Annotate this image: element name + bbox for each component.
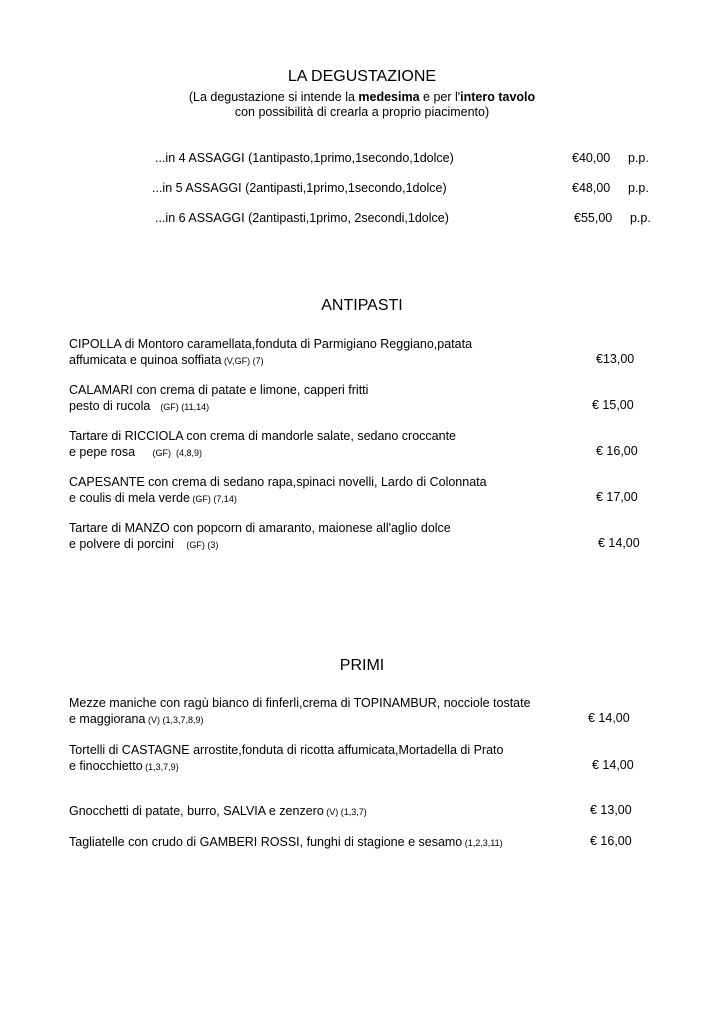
item-description: e maggiorana [69, 712, 146, 726]
antipasto-price: € 14,00 [598, 536, 640, 550]
tasting-price-5: €48,00 [572, 181, 611, 195]
antipasto-price: € 16,00 [596, 444, 638, 458]
primo-item [69, 834, 503, 851]
item-description-line2 [69, 490, 487, 507]
primo-item [69, 742, 503, 775]
item-allergens: (GF) (3) [173, 540, 219, 550]
item-description-line2 [69, 398, 368, 415]
tasting-unit-4: p.p. [628, 151, 649, 165]
item-description: CALAMARI con crema di patate e limone, capperi fritti [69, 383, 369, 397]
intro-bold-intero-tavolo: intero tavolo [460, 90, 536, 104]
item-description: e finocchietto [69, 759, 143, 773]
antipasto-item [69, 474, 487, 507]
item-description: CAPESANTE con crema di sedano rapa,spinaci novelli, Lardo di Colonnata [69, 475, 487, 489]
primo-price: € 14,00 [588, 711, 630, 725]
item-description: Gnocchetti di patate, burro, SALVIA e zenzero [69, 804, 324, 818]
item-description-line2 [69, 758, 503, 775]
item-description: pesto di rucola [69, 399, 151, 413]
item-allergens: (GF) (7,14) [189, 494, 237, 504]
item-description: Tartare di RICCIOLA con crema di mandorle salate, sedano croccante [69, 429, 456, 443]
item-description: e coulis di mela verde [69, 491, 190, 505]
antipasto-item [69, 428, 456, 461]
item-allergens: (GF) (4,8,9) [135, 448, 203, 458]
item-allergens: (1,3,7,9) [142, 762, 179, 772]
primo-price: € 13,00 [590, 803, 632, 817]
antipasto-price: €13,00 [596, 352, 635, 366]
degustazione-intro-line2: con possibilità di crearla a proprio piacimento) [234, 105, 490, 119]
item-description: Tartare di MANZO con popcorn di amaranto, maionese all'aglio dolce [69, 521, 451, 535]
tasting-price-4: €40,00 [572, 151, 611, 165]
item-description: Tortelli di CASTAGNE arrostite,fonduta di ricotta affumicata,Mortadella di Prato [69, 743, 504, 757]
degustazione-intro-line1 [0, 89, 724, 105]
item-description: e polvere di porcini [69, 537, 174, 551]
antipasto-price: € 15,00 [592, 398, 634, 412]
item-allergens: (V) (1,3,7,8,9) [145, 715, 204, 725]
intro-text: e per l' [419, 90, 461, 104]
item-description-line2 [69, 711, 531, 728]
item-description: affumicata e quinoa soffiata [69, 353, 222, 367]
intro-text: (La degustazione si intende la [188, 90, 359, 104]
primi-title: PRIMI [339, 657, 385, 674]
item-description-line2 [69, 444, 456, 461]
tasting-price-6: €55,00 [574, 211, 613, 225]
antipasto-price: € 17,00 [596, 490, 638, 504]
primo-price: € 14,00 [592, 758, 634, 772]
item-description-line2 [69, 352, 472, 369]
item-description: Mezze maniche con ragù bianco di finferli,crema di TOPINAMBUR, nocciole tostate [69, 696, 531, 710]
tasting-unit-5: p.p. [628, 181, 649, 195]
intro-bold-medesima: medesima [358, 90, 420, 104]
item-allergens: (1,2,3,11) [462, 838, 503, 848]
degustazione-title: LA DEGUSTAZIONE [287, 68, 437, 85]
primo-item [69, 695, 531, 728]
tasting-option-5: ...in 5 ASSAGGI (2antipasti,1primo,1secondo,1dolce) [152, 181, 447, 195]
tasting-option-6: ...in 6 ASSAGGI (2antipasti,1primo, 2secondi,1dolce) [155, 211, 449, 225]
antipasti-title: ANTIPASTI [321, 297, 403, 314]
item-description-line2 [69, 536, 451, 553]
tasting-unit-6: p.p. [630, 211, 651, 225]
item-description: CIPOLLA di Montoro caramellata,fonduta di Parmigiano Reggiano,patata [69, 337, 473, 351]
item-allergens: (V,GF) (7) [221, 356, 264, 366]
antipasto-item [69, 520, 451, 553]
primo-item [69, 803, 367, 820]
primo-price: € 16,00 [590, 834, 632, 848]
antipasto-item [69, 382, 368, 415]
item-description: e pepe rosa [69, 445, 136, 459]
antipasto-item [69, 336, 472, 369]
item-allergens: (V) (1,3,7) [323, 807, 367, 817]
tasting-option-4: ...in 4 ASSAGGI (1antipasto,1primo,1secondo,1dolce) [155, 151, 454, 165]
item-description: Tagliatelle con crudo di GAMBERI ROSSI, funghi di stagione e sesamo [69, 835, 463, 849]
item-allergens: (GF) (11,14) [150, 402, 210, 412]
